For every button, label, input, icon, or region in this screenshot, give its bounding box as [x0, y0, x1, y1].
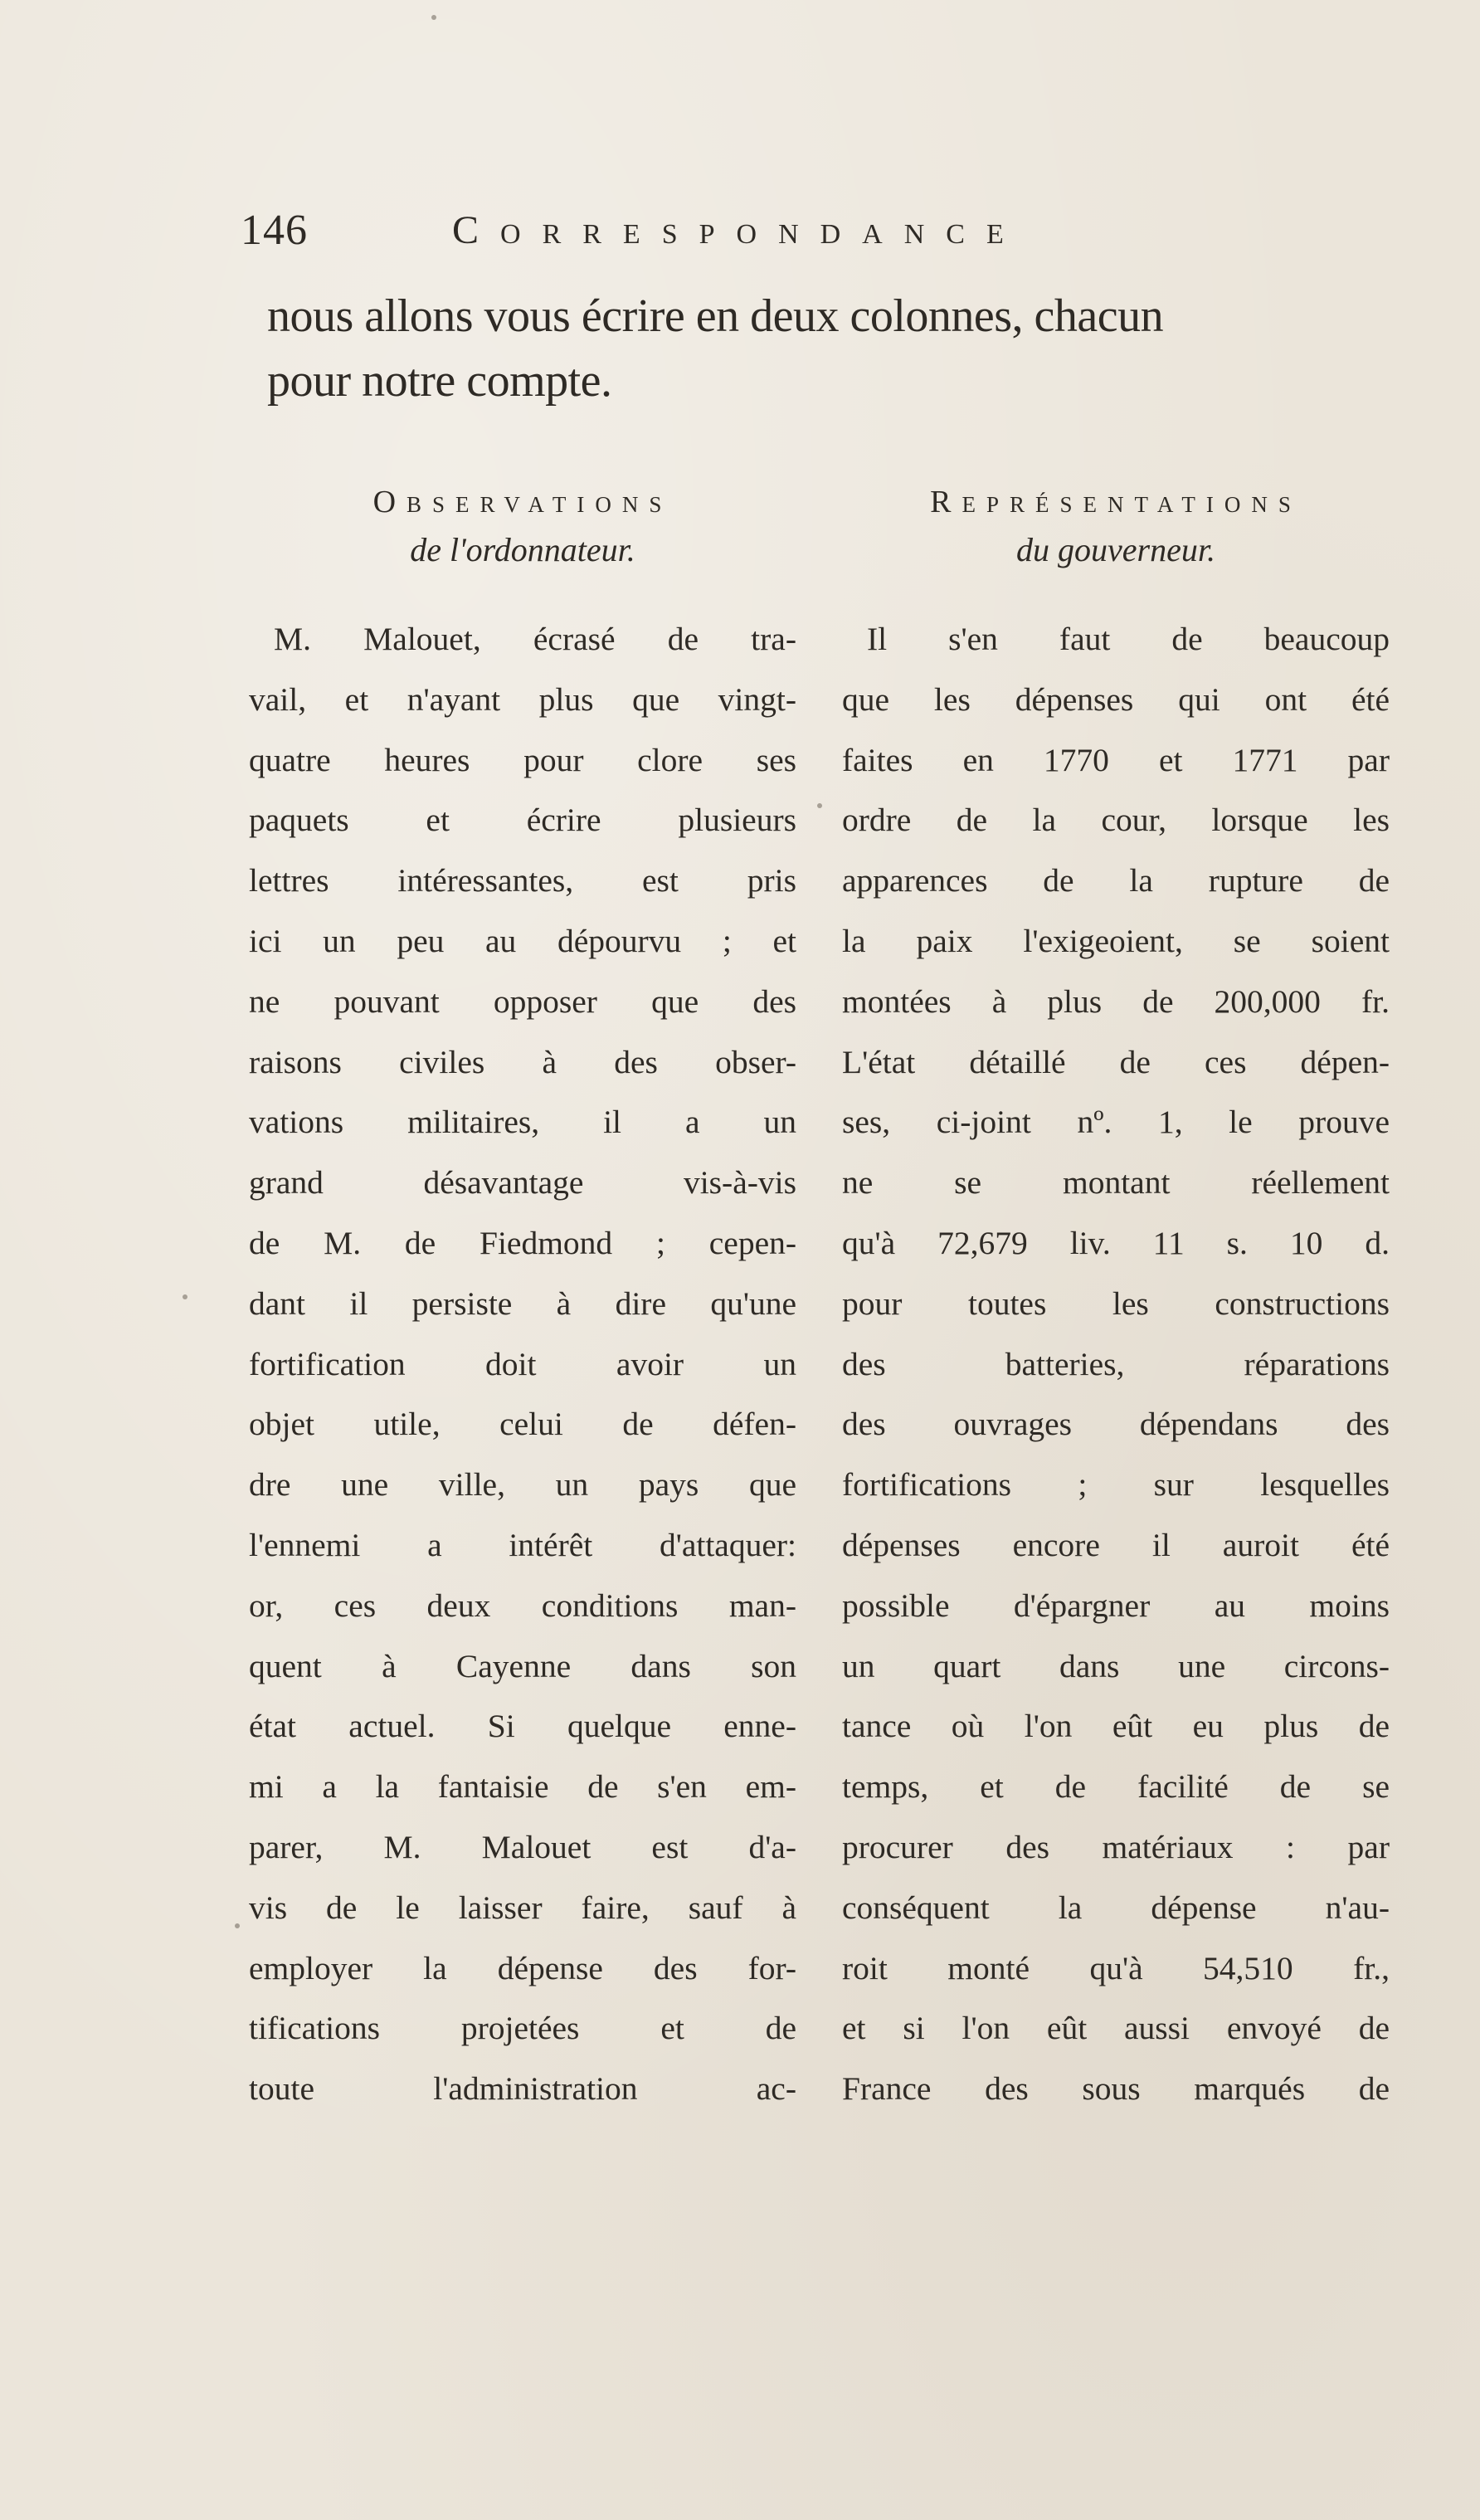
text-line: la paix l'exigeoient, se soient [842, 922, 1390, 959]
text-line: faites en 1770 et 1771 par [842, 741, 1390, 778]
text-line: vations militaires, il a un [249, 1104, 796, 1141]
text-line: un quart dans une circons- [842, 1647, 1390, 1684]
paper-speck [817, 803, 822, 808]
text-line: pour toutes les constructions [842, 1284, 1390, 1322]
text-line: mi a la fantaisie de s'en em- [249, 1768, 796, 1806]
text-line: France des sous marqués de [842, 2070, 1390, 2108]
right-column-subheading: du gouverneur. [1016, 531, 1215, 568]
paper-speck [431, 15, 436, 20]
text-line: ne se montant réellement [842, 1164, 1390, 1202]
text-line: or, ces deux conditions man- [249, 1587, 796, 1624]
text-line: dant il persiste à dire qu'une [249, 1284, 796, 1322]
text-line: état actuel. Si quelque enne- [249, 1708, 796, 1745]
text-line: objet utile, celui de défen- [249, 1406, 796, 1443]
intro-line: pour notre compte. [267, 355, 612, 407]
left-column-heading: Observations [372, 485, 673, 519]
paper-speck [235, 1923, 240, 1928]
right-column-heading: Représentations [930, 485, 1302, 519]
text-line: tance où l'on eût eu plus de [842, 1708, 1390, 1745]
running-head [241, 206, 1419, 272]
text-line: de M. de Fiedmond ; cepen- [249, 1224, 796, 1261]
text-line: possible d'épargner au moins [842, 1587, 1390, 1624]
text-line: et si l'on eût aussi envoyé de [842, 2010, 1390, 2047]
left-column [249, 480, 796, 2119]
text-line: temps, et de facilité de se [842, 1768, 1390, 1806]
text-line: qu'à 72,679 liv. 11 s. 10 d. [842, 1224, 1390, 1261]
left-column-subheading: de l'ordonnateur. [410, 531, 635, 568]
right-column-text [842, 609, 1390, 2119]
text-line: dépenses encore il auroit été [842, 1526, 1390, 1563]
right-column [842, 480, 1390, 2119]
text-line: roit monté qu'à 54,510 fr., [842, 1949, 1390, 1986]
text-line: fortifications ; sur lesquelles [842, 1466, 1390, 1504]
paper-speck [183, 1294, 187, 1299]
text-line: des ouvrages dépendans des [842, 1406, 1390, 1443]
text-line: L'état détaillé de ces dépen- [842, 1043, 1390, 1080]
text-line: vis de le laisser faire, sauf à [249, 1889, 796, 1926]
text-line: parer, M. Malouet est d'a- [249, 1828, 796, 1865]
text-line: des batteries, réparations [842, 1345, 1390, 1382]
text-line: ici un peu au dépourvu ; et [249, 922, 796, 959]
text-line: l'ennemi a intérêt d'attaquer: [249, 1526, 796, 1563]
text-line: vail, et n'ayant plus que vingt- [249, 680, 796, 718]
text-line: quatre heures pour clore ses [249, 741, 796, 778]
text-line: fortification doit avoir un [249, 1345, 796, 1382]
text-line: tifications projetées et de [249, 2010, 796, 2047]
text-line: Il s'en faut de beaucoup [867, 621, 1390, 657]
text-line: grand désavantage vis-à-vis [249, 1164, 796, 1202]
text-line: raisons civiles à des obser- [249, 1043, 796, 1080]
text-line: ordre de la cour, lorsque les [842, 802, 1390, 839]
text-line: procurer des matériaux : par [842, 1828, 1390, 1865]
running-title: Correspondance [452, 208, 1025, 252]
text-line: ses, ci-joint nº. 1, le prouve [842, 1104, 1390, 1141]
text-line: montées à plus de 200,000 fr. [842, 982, 1390, 1020]
text-line: M. Malouet, écrasé de tra- [274, 621, 796, 657]
text-line: employer la dépense des for- [249, 1949, 796, 1986]
text-line: ne pouvant opposer que des [249, 982, 796, 1020]
intro-line: nous allons vous écrire en deux colonnes, chacun [267, 290, 1164, 342]
text-line: que les dépenses qui ont été [842, 680, 1390, 718]
text-line: lettres intéressantes, est pris [249, 862, 796, 899]
text-line: toute l'administration ac- [249, 2070, 796, 2108]
text-line: dre une ville, un pays que [249, 1466, 796, 1504]
text-line: quent à Cayenne dans son [249, 1647, 796, 1684]
text-line: apparences de la rupture de [842, 862, 1390, 899]
text-line: paquets et écrire plusieurs [249, 802, 796, 839]
page-number: 146 [241, 207, 308, 254]
intro-paragraph [267, 284, 1404, 413]
text-line: conséquent la dépense n'au- [842, 1889, 1390, 1926]
left-column-text [249, 609, 796, 2119]
